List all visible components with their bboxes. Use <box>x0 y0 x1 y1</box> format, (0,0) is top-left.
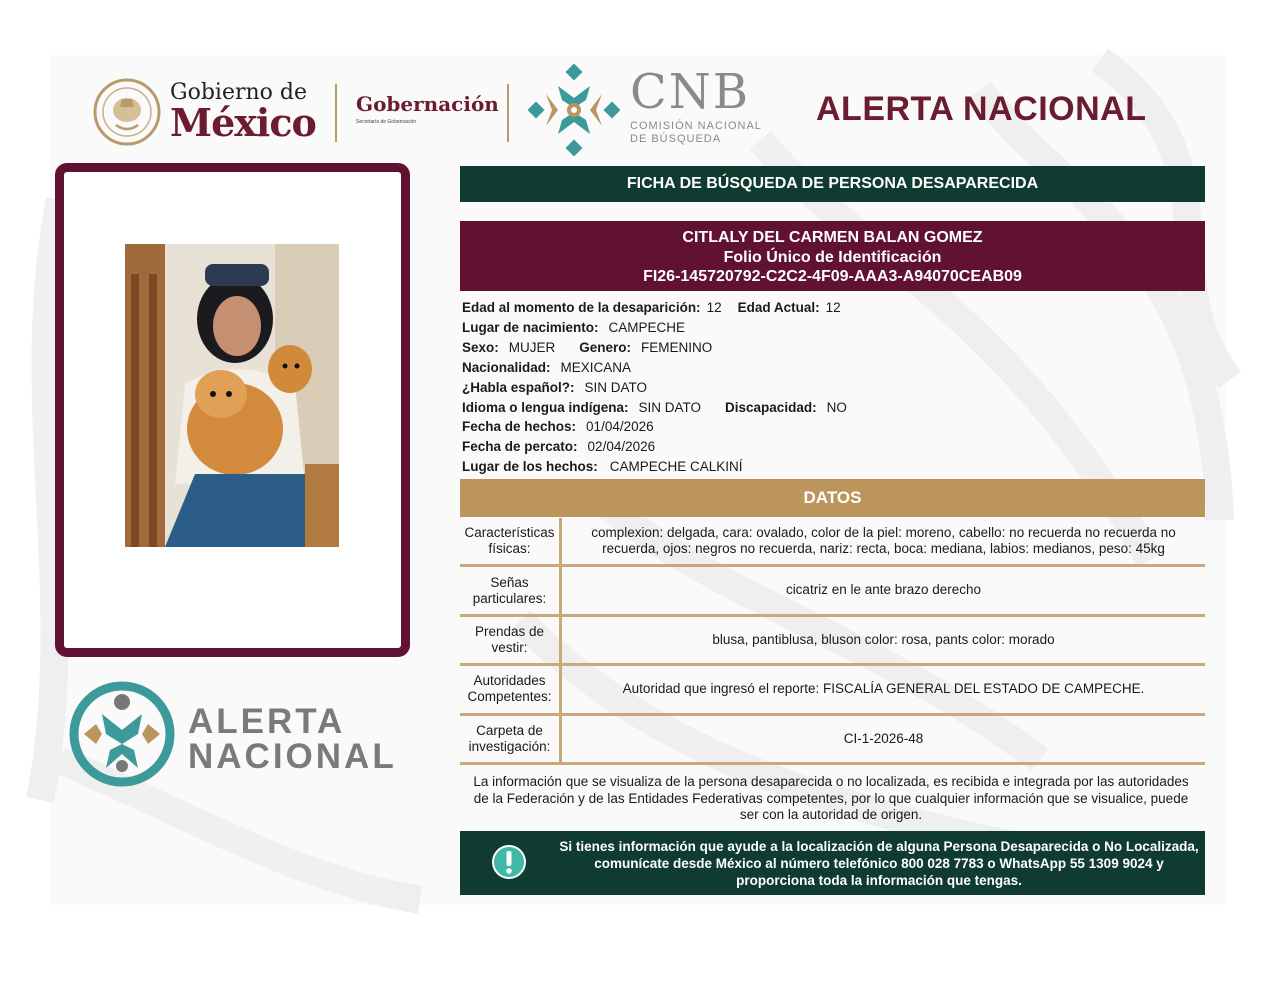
lugar-nac-label: Lugar de nacimiento: <box>462 319 599 335</box>
alerta-nacional-title: ALERTA NACIONAL <box>816 90 1147 128</box>
table-row <box>460 518 1205 567</box>
row-value: Autoridad que ingresó el reporte: FISCALÍA GENERAL DEL ESTADO DE CAMPECHE. <box>622 681 1145 697</box>
row-value: blusa, pantiblusa, bluson color: rosa, pants color: morado <box>712 631 1055 647</box>
cnb-logo-icon <box>528 64 620 156</box>
header-divider <box>507 84 509 142</box>
row-label: Prendas de vestir: <box>460 617 562 663</box>
table-row <box>460 567 1205 616</box>
info-row-edad <box>462 298 1202 318</box>
folio-id: FI26-145720792-C2C2-4F09-AAA3-A94070CEAB09 <box>643 268 1022 285</box>
info-row-lugar-nac <box>462 318 1202 338</box>
person-info <box>462 298 1202 477</box>
missing-person-photo <box>125 244 339 547</box>
info-row-lugar-hechos <box>462 457 1202 477</box>
gobernacion-title: Gobernación <box>356 92 499 116</box>
genero-label: Genero: <box>579 339 632 355</box>
edad-actual-label: Edad Actual: <box>737 300 820 315</box>
person-name: CITLALY DEL CARMEN BALAN GOMEZ <box>682 229 983 246</box>
table-row <box>460 617 1205 666</box>
fecha-percato-value: 02/04/2026 <box>587 439 656 455</box>
discapacidad-label: Discapacidad: <box>725 399 817 415</box>
lugar-hechos-label: Lugar de los hechos: <box>462 459 598 475</box>
person-header <box>460 221 1205 291</box>
lugar-hechos-value: CAMPECHE CALKINÍ <box>609 459 743 475</box>
cnb-abbr: CNB <box>630 64 750 120</box>
edad-actual-value: 12 <box>825 300 841 315</box>
habla-value: SIN DATO <box>584 379 648 395</box>
info-row-fecha-percato <box>462 437 1202 457</box>
row-value: CI-1-2026-48 <box>843 730 924 746</box>
fecha-percato-label: Fecha de percato: <box>462 439 578 455</box>
cnb-name-line2: DE BÚSQUEDA <box>630 133 722 146</box>
gobernacion-subtitle: Secretaría de Gobernación <box>356 119 417 125</box>
alerta-nacional-wordmark <box>188 704 397 774</box>
info-row-sexo <box>462 338 1202 358</box>
gob-title-line2: México <box>170 100 316 145</box>
datos-header: DATOS <box>460 479 1205 517</box>
photo-frame <box>55 163 410 657</box>
gobierno-mexico-logo <box>92 74 332 150</box>
datos-table <box>460 518 1205 765</box>
wordmark-line1: ALERTA <box>188 702 346 741</box>
lugar-nac-value: CAMPECHE <box>608 319 686 335</box>
wordmark-line2: NACIONAL <box>188 737 397 776</box>
edad-desap-label: Edad al momento de la desaparición: <box>462 300 701 315</box>
contact-banner <box>460 831 1205 895</box>
row-value: complexion: delgada, cara: ovalado, color de la piel: moreno, cabello: no recuerda no recuerda no recuerda, ojos: negros no recuerda, nariz: recta, boca: mediana, labios: medianos, peso: 45kg <box>591 524 1176 557</box>
habla-label: ¿Habla español?: <box>462 379 575 395</box>
row-label: Señas particulares: <box>460 567 562 613</box>
genero-value: FEMENINO <box>641 339 713 355</box>
info-row-fecha-hechos <box>462 417 1202 437</box>
idioma-value: SIN DATO <box>638 399 702 415</box>
row-label: Autoridades Competentes: <box>460 666 562 712</box>
row-value: cicatriz en le ante brazo derecho <box>785 582 982 598</box>
alerta-nacional-logo-icon <box>68 680 176 788</box>
cnb-name-line1: COMISIÓN NACIONAL <box>630 120 762 132</box>
folio-label: Folio Único de Identificación <box>723 248 942 266</box>
contact-text: Si tienes información que ayude a la localización de alguna Persona Desaparecida o No Localizada, comunícate desde México al número telefónico 800 028 7783 o WhatsApp 55 1309 9024 y proporciona toda la información que tengas. <box>559 839 1199 888</box>
disclaimer-text: La información que se visualiza de la persona desaparecida o no localizada, es recibida e integrada por las autoridades de la Federación y de las Entidades Federativas competentes, por lo que cualquier información que se visualice, puede ser con la autoridad de origen. <box>473 774 1189 823</box>
info-row-habla <box>462 378 1202 398</box>
discapacidad-value: NO <box>826 399 847 415</box>
idioma-label: Idioma o lengua indígena: <box>462 399 629 415</box>
exclamation-icon <box>491 844 527 880</box>
table-row <box>460 716 1205 765</box>
gob-title-line1: Gobierno de <box>170 80 307 105</box>
sexo-label: Sexo: <box>462 339 499 355</box>
cnb-wordmark <box>630 64 762 146</box>
header-divider <box>335 84 337 142</box>
row-label: Carpeta de investigación: <box>460 716 562 762</box>
table-row <box>460 666 1205 715</box>
fecha-hechos-label: Fecha de hechos: <box>462 419 577 435</box>
ficha-title: FICHA DE BÚSQUEDA DE PERSONA DESAPARECIDA <box>460 166 1205 202</box>
info-row-idioma <box>462 398 1202 418</box>
sexo-value: MUJER <box>508 339 556 355</box>
gobernacion-logo <box>356 92 499 125</box>
row-label: Características físicas: <box>460 518 562 564</box>
nacionalidad-label: Nacionalidad: <box>462 359 551 375</box>
edad-desap-value: 12 <box>706 300 722 315</box>
nacionalidad-value: MEXICANA <box>560 359 632 375</box>
fecha-hechos-value: 01/04/2026 <box>586 419 654 435</box>
info-row-nacionalidad <box>462 358 1202 378</box>
escudo-nacional-icon <box>92 77 162 147</box>
